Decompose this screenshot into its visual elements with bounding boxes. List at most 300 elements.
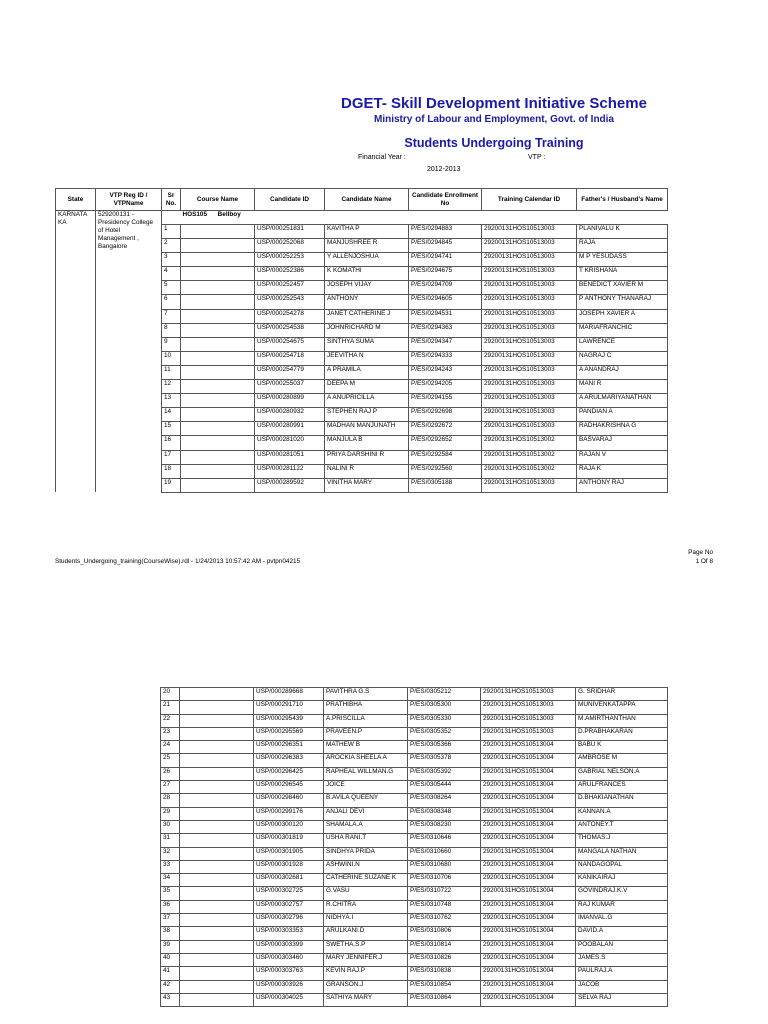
table-cell: USP/000254718	[255, 351, 325, 365]
table-cell: P/ES/0310838	[408, 967, 481, 980]
course-name-cell	[181, 380, 255, 394]
course-name-cell	[181, 253, 255, 267]
table-row	[161, 980, 668, 993]
course-label	[181, 211, 668, 225]
table-cell: 29200131HOS10513004	[481, 820, 576, 833]
table-cell: SHAMALA.A	[324, 820, 408, 833]
table-cell: USP/000252386	[255, 267, 325, 281]
table-cell: 33	[161, 860, 180, 873]
table-cell: MANI R	[577, 380, 668, 394]
table-row	[161, 701, 668, 714]
table-cell: SINTHYA SUMA	[325, 337, 409, 351]
table-cell: USP/000298460	[254, 794, 324, 807]
table-row	[161, 834, 668, 847]
students-table-page-2	[160, 687, 668, 1007]
report-info: Students_Undergoing_training(CourseWise).rdl - 1/24/2013 10:57:42 AM - pvtpn04215	[55, 558, 301, 565]
table-cell: USP/000296425	[254, 767, 324, 780]
table-cell: USP/000254538	[255, 323, 325, 337]
table-cell: KAVITHA P	[325, 225, 409, 239]
course-name-cell	[180, 794, 254, 807]
table-cell: R.CHITRA	[324, 900, 408, 913]
table-cell: CATHERINE SUZANE K	[324, 874, 408, 887]
table-cell: 29	[161, 807, 180, 820]
table-cell: USP/000280899	[255, 394, 325, 408]
course-name-cell	[180, 820, 254, 833]
table-cell: 29200131HOS10513004	[481, 754, 576, 767]
table-cell: P/ES/0294205	[409, 380, 482, 394]
table-cell: 29200131HOS10513003	[482, 281, 577, 295]
table-cell: RADHAKRISHNA G	[577, 422, 668, 436]
table-cell: A ANANDRAJ	[577, 365, 668, 379]
table-cell: LAWRENCE	[577, 337, 668, 351]
table-cell: 29200131HOS10513004	[481, 767, 576, 780]
table-cell: P/ES/0305378	[408, 754, 481, 767]
table-cell: 6	[162, 295, 181, 309]
table-row	[161, 767, 668, 780]
table-cell: PRATHIBHA	[324, 701, 408, 714]
table-cell: USP/000254675	[255, 337, 325, 351]
course-name-cell	[181, 478, 255, 492]
table-cell: 17	[162, 450, 181, 464]
table-row	[161, 900, 668, 913]
table-cell: 29200131HOS10513004	[481, 834, 576, 847]
table-cell: ANTONEY.T	[576, 820, 668, 833]
table-cell: 13	[162, 394, 181, 408]
table-cell: P/ES/0294709	[409, 281, 482, 295]
table-cell: 24	[161, 741, 180, 754]
table-cell: NANDAGOPAL	[576, 860, 668, 873]
column-header: Father's / Husband's Name	[577, 189, 668, 211]
financial-year-label: Financial Year :	[358, 154, 406, 161]
table-cell: P/ES/0305330	[408, 714, 481, 727]
table-cell: VINITHA MARY	[325, 478, 409, 492]
table-cell: 22	[161, 714, 180, 727]
table-cell: GABRIAL NELSON.A	[576, 767, 668, 780]
table-cell: P ANTHONY THANARAJ	[577, 295, 668, 309]
table-cell: MUNIVENKATAPPA	[576, 701, 668, 714]
table-cell: 29200131HOS10513003	[482, 253, 577, 267]
course-name-cell	[180, 807, 254, 820]
table-cell: SWETHA.S.P	[324, 940, 408, 953]
table-cell: THOMAS.J	[576, 834, 668, 847]
table-cell: P/ES/0310826	[408, 953, 481, 966]
table-row	[161, 847, 668, 860]
course-name-cell	[181, 422, 255, 436]
table-cell: P/ES/0305392	[408, 767, 481, 780]
table-cell: P/ES/0294363	[409, 323, 482, 337]
table-cell: P/ES/0310706	[408, 874, 481, 887]
table-cell: JEEVITHA N	[325, 351, 409, 365]
table-cell: G. SRIDHAR	[576, 688, 668, 701]
table-cell: 20	[161, 688, 180, 701]
table-cell: USP/000303763	[254, 967, 324, 980]
table-cell: USP/000280991	[255, 422, 325, 436]
table-cell: 43	[161, 993, 180, 1006]
table-cell: A PRAMILA	[325, 365, 409, 379]
table-cell: USP/000302725	[254, 887, 324, 900]
table-cell: 29200131HOS10513002	[482, 450, 577, 464]
table-cell: JANET CATHERINE J	[325, 309, 409, 323]
table-cell: USP/000281051	[255, 450, 325, 464]
table-cell: P/ES/0294675	[409, 267, 482, 281]
table-cell: P/ES/0310864	[408, 993, 481, 1006]
table-cell: A ANUPRICILLA	[325, 394, 409, 408]
table-cell: USP/000301905	[254, 847, 324, 860]
course-name-cell	[180, 887, 254, 900]
table-cell: 28	[161, 794, 180, 807]
table-row	[161, 754, 668, 767]
course-name-cell	[181, 267, 255, 281]
course-name-cell	[181, 295, 255, 309]
table-cell: 29200131HOS10513002	[482, 436, 577, 450]
course-name-cell	[180, 874, 254, 887]
course-name-cell	[181, 436, 255, 450]
table-cell: P/ES/0294741	[409, 253, 482, 267]
table-cell: STEPHEN RAJ P	[325, 408, 409, 422]
table-cell: 4	[162, 267, 181, 281]
table-cell: P/ES/0310762	[408, 914, 481, 927]
table-cell: MARIAFRANCHIC	[577, 323, 668, 337]
table-cell: RAJAN V	[577, 450, 668, 464]
table-cell: P/ES/0308348	[408, 807, 481, 820]
table-cell: 25	[161, 754, 180, 767]
state-cell: KARNATA KA	[56, 211, 96, 493]
table-cell: Y ALLENJOSHUA	[325, 253, 409, 267]
table-cell: P/ES/0294531	[409, 309, 482, 323]
column-header: Training Calendar ID	[482, 189, 577, 211]
table-cell: 11	[162, 365, 181, 379]
table-cell: 29200131HOS10513003	[481, 701, 576, 714]
vtp-label: VTP :	[528, 154, 546, 161]
table-cell: 29200131HOS10513003	[481, 688, 576, 701]
table-cell: P/ES/0310854	[408, 980, 481, 993]
table-cell: D.BHAKIANATHAN	[576, 794, 668, 807]
table-row	[161, 781, 668, 794]
table-cell: P/ES/0292672	[409, 422, 482, 436]
table-cell: 38	[161, 927, 180, 940]
table-cell: 39	[161, 940, 180, 953]
report-title: Students Undergoing Training	[404, 136, 584, 150]
table-row	[161, 714, 668, 727]
table-cell: USP/000301928	[254, 860, 324, 873]
table-cell: GRANSON.J	[324, 980, 408, 993]
table-cell: USHA RANI.T	[324, 834, 408, 847]
table-cell: P/ES/0294605	[409, 295, 482, 309]
table-cell: USP/000280932	[255, 408, 325, 422]
table-cell: 29200131HOS10513004	[481, 914, 576, 927]
course-name-cell	[180, 781, 254, 794]
table-cell: RAJA	[577, 239, 668, 253]
table-cell: 10	[162, 351, 181, 365]
course-name-cell	[180, 767, 254, 780]
course-name-cell	[181, 281, 255, 295]
table-cell: 29200131HOS10513004	[481, 940, 576, 953]
table-cell: P/ES/0308230	[408, 820, 481, 833]
table-cell: 8	[162, 323, 181, 337]
column-header: Candidate Name	[325, 189, 409, 211]
table-cell: USP/000300120	[254, 820, 324, 833]
course-name-cell	[180, 701, 254, 714]
table-cell: SINDHYA PRIDA	[324, 847, 408, 860]
table-cell: 7	[162, 309, 181, 323]
table-cell: IMANVAL.G	[576, 914, 668, 927]
table-row	[161, 914, 668, 927]
course-name-cell	[181, 408, 255, 422]
table-cell: NALINI R	[325, 464, 409, 478]
table-cell: A.PRISCILLA	[324, 714, 408, 727]
table-cell: A ARULMARIYANATHAN	[577, 394, 668, 408]
table-cell: 29200131HOS10513003	[482, 225, 577, 239]
table-cell: AROCKIA SHEELA A	[324, 754, 408, 767]
table-cell: 29200131HOS10513004	[481, 887, 576, 900]
course-name-cell	[180, 834, 254, 847]
table-cell: SATHIYA MARY	[324, 993, 408, 1006]
table-cell: RAJ KUMAR	[576, 900, 668, 913]
table-cell: BABU K	[576, 741, 668, 754]
table-cell: MARY JENNIFER.J	[324, 953, 408, 966]
table-cell: P/ES/0294155	[409, 394, 482, 408]
table-cell: 29200131HOS10513004	[481, 967, 576, 980]
table-cell: 26	[161, 767, 180, 780]
table-cell: USP/000251831	[255, 225, 325, 239]
table-cell: P/ES/0294243	[409, 365, 482, 379]
table-cell: P/ES/0305352	[408, 727, 481, 740]
table-cell: 36	[161, 900, 180, 913]
table-cell: P/ES/0294347	[409, 337, 482, 351]
table-cell: 1	[162, 225, 181, 239]
table-cell: USP/000289668	[254, 688, 324, 701]
table-cell: B.AVILA QUEENY	[324, 794, 408, 807]
table-cell: 29200131HOS10513003	[482, 309, 577, 323]
table-cell: 37	[161, 914, 180, 927]
table-cell: 41	[161, 967, 180, 980]
table-cell: DAVID.A	[576, 927, 668, 940]
table-cell: 9	[162, 337, 181, 351]
financial-year-value: 2012-2013	[427, 166, 461, 173]
table-cell: ASHWINI.N	[324, 860, 408, 873]
table-cell: 29200131HOS10513003	[481, 727, 576, 740]
table-cell: SELVA RAJ	[576, 993, 668, 1006]
table-cell: 42	[161, 980, 180, 993]
table-row	[161, 688, 668, 701]
table-cell: ARULKANI.D	[324, 927, 408, 940]
table-cell: USP/000281122	[255, 464, 325, 478]
course-code: HOS105	[182, 211, 208, 218]
table-cell: USP/000303353	[254, 927, 324, 940]
table-cell: USP/000304025	[254, 993, 324, 1006]
table-cell: 29200131HOS10513004	[481, 847, 576, 860]
table-cell: BENEDICT XAVIER M	[577, 281, 668, 295]
table-cell: PRAVEEN.P	[324, 727, 408, 740]
table-cell: P/ES/0310722	[408, 887, 481, 900]
table-cell: MANJUSHREE R	[325, 239, 409, 253]
table-cell: 31	[161, 834, 180, 847]
course-name-cell	[180, 953, 254, 966]
table-cell: ANTHONY RAJ	[577, 478, 668, 492]
table-cell: M P YESUDASS	[577, 253, 668, 267]
table-cell: 40	[161, 953, 180, 966]
table-cell: USP/000303460	[254, 953, 324, 966]
table-cell: USP/000302757	[254, 900, 324, 913]
table-cell: JACOB	[576, 980, 668, 993]
course-name-cell	[180, 993, 254, 1006]
table-row	[161, 940, 668, 953]
table-cell: 29200131HOS10513003	[482, 267, 577, 281]
table-cell: USP/000299176	[254, 807, 324, 820]
table-cell: 29200131HOS10513004	[481, 980, 576, 993]
table-cell: P/ES/0292560	[409, 464, 482, 478]
table-cell: 27	[161, 781, 180, 794]
table-cell: 29200131HOS10513004	[481, 874, 576, 887]
course-name-cell	[180, 914, 254, 927]
table-cell: ANJALI DEVI	[324, 807, 408, 820]
table-cell: P/ES/0305212	[408, 688, 481, 701]
table-cell: 34	[161, 874, 180, 887]
course-name-cell	[180, 741, 254, 754]
table-row	[161, 953, 668, 966]
table-cell: USP/000302681	[254, 874, 324, 887]
table-cell: 16	[162, 436, 181, 450]
table-cell: POOBALAN	[576, 940, 668, 953]
table-cell: USP/000252457	[255, 281, 325, 295]
table-cell: 29200131HOS10513003	[482, 337, 577, 351]
table-cell: JOHNRICHARD M	[325, 323, 409, 337]
table-cell: 29200131HOS10513003	[482, 394, 577, 408]
table-cell: 29200131HOS10513003	[482, 422, 577, 436]
table-cell: 29200131HOS10513003	[482, 408, 577, 422]
table-cell: 2	[162, 239, 181, 253]
table-cell: BASVARAJ	[577, 436, 668, 450]
table-cell: P/ES/0292584	[409, 450, 482, 464]
table-cell: 29200131HOS10513003	[482, 239, 577, 253]
course-name-cell	[180, 847, 254, 860]
course-name-cell	[181, 337, 255, 351]
table-cell: PAULRAJ.A	[576, 967, 668, 980]
course-name-cell	[181, 450, 255, 464]
table-cell: USP/000254779	[255, 365, 325, 379]
table-cell: P/ES/0310806	[408, 927, 481, 940]
table-cell: AMBROSE M	[576, 754, 668, 767]
table-cell: 29200131HOS10513003	[482, 295, 577, 309]
table-cell: PAVITHRA G.S	[324, 688, 408, 701]
table-cell: P/ES/0292652	[409, 436, 482, 450]
table-cell: 29200131HOS10513003	[482, 478, 577, 492]
course-name-cell	[180, 688, 254, 701]
table-cell: 32	[161, 847, 180, 860]
table-cell: NAGRAJ C	[577, 351, 668, 365]
table-row	[161, 794, 668, 807]
table-cell: 29200131HOS10513004	[481, 741, 576, 754]
table-cell: D.PRABHAKARAN	[576, 727, 668, 740]
table-cell: 19	[162, 478, 181, 492]
column-header: VTP Reg ID / VTPName	[96, 189, 162, 211]
course-name-cell	[181, 323, 255, 337]
table-row	[161, 993, 668, 1006]
table-cell: P/ES/0305188	[409, 478, 482, 492]
ministry-subtitle: Ministry of Labour and Employment, Govt. of India	[373, 114, 614, 125]
table-cell: 29200131HOS10513003	[482, 365, 577, 379]
table-cell: P/ES/0294333	[409, 351, 482, 365]
column-header: State	[56, 189, 96, 211]
table-cell: P/ES/0310814	[408, 940, 481, 953]
table-cell: JOSEPH VIJAY	[325, 281, 409, 295]
table-cell: MANGALA NATHAN	[576, 847, 668, 860]
table-row	[161, 741, 668, 754]
table-cell: KANIKAIRAJ	[576, 874, 668, 887]
table-cell: T KRISHANA	[577, 267, 668, 281]
course-name-cell	[180, 927, 254, 940]
table-cell: NIDHYA.I	[324, 914, 408, 927]
table-cell: USP/000291710	[254, 701, 324, 714]
course-name-cell	[180, 727, 254, 740]
course-name: Bellboy	[217, 211, 241, 218]
table-cell: 29200131HOS10513004	[481, 807, 576, 820]
course-name-cell	[180, 754, 254, 767]
table-cell: 5	[162, 281, 181, 295]
table-cell: USP/000255037	[255, 380, 325, 394]
table-cell: G.VASU	[324, 887, 408, 900]
table-row	[161, 820, 668, 833]
table-cell: 35	[161, 887, 180, 900]
table-cell: 29200131HOS10513004	[481, 993, 576, 1006]
table-cell: 29200131HOS10513004	[481, 927, 576, 940]
course-name-cell	[181, 351, 255, 365]
table-cell: P/ES/0305300	[408, 701, 481, 714]
page-number-label: Page No	[688, 549, 713, 556]
table-cell: P/ES/0310748	[408, 900, 481, 913]
course-name-cell	[181, 365, 255, 379]
table-cell: P/ES/0292698	[409, 408, 482, 422]
table-cell: P/ES/0310680	[408, 860, 481, 873]
column-header: Sr No.	[162, 189, 181, 211]
column-header: Candidate ID	[255, 189, 325, 211]
table-cell: PANDIAN A	[577, 408, 668, 422]
course-name-cell	[180, 714, 254, 727]
table-cell: 18	[162, 464, 181, 478]
column-header: Course Name	[181, 189, 255, 211]
table-cell: P/ES/0305366	[408, 741, 481, 754]
table-cell: USP/000296545	[254, 781, 324, 794]
table-cell: 29200131HOS10513003	[481, 714, 576, 727]
table-cell: 21	[161, 701, 180, 714]
table-cell: MANJULA B	[325, 436, 409, 450]
table-cell: 29200131HOS10513004	[481, 781, 576, 794]
table-cell: USP/000252253	[255, 253, 325, 267]
table-cell: KANNAN.A	[576, 807, 668, 820]
table-cell: 29200131HOS10513004	[481, 860, 576, 873]
table-cell: 29200131HOS10513003	[482, 380, 577, 394]
table-cell: USP/000303399	[254, 940, 324, 953]
course-name-cell	[181, 309, 255, 323]
course-name-cell	[181, 225, 255, 239]
course-name-cell	[180, 980, 254, 993]
table-cell: 29200131HOS10513003	[482, 323, 577, 337]
table-cell: USP/000252068	[255, 239, 325, 253]
table-cell: PLANIVALU K	[577, 225, 668, 239]
table-cell: USP/000295439	[254, 714, 324, 727]
table-cell: USP/000303926	[254, 980, 324, 993]
table-cell: RAPHEAL WILLMAN.G	[324, 767, 408, 780]
table-cell: ARULFRANCES	[576, 781, 668, 794]
table-cell: P/ES/0308264	[408, 794, 481, 807]
table-cell: 29200131HOS10513004	[481, 953, 576, 966]
vtp-cell: 529200131 - Presidency College of Hotel Management , Bangalore	[96, 211, 162, 493]
table-cell: 30	[161, 820, 180, 833]
table-cell: 29200131HOS10513004	[481, 794, 576, 807]
table-cell: P/ES/0305444	[408, 781, 481, 794]
table-cell: JAMES.S	[576, 953, 668, 966]
students-table-page-1	[55, 188, 668, 493]
